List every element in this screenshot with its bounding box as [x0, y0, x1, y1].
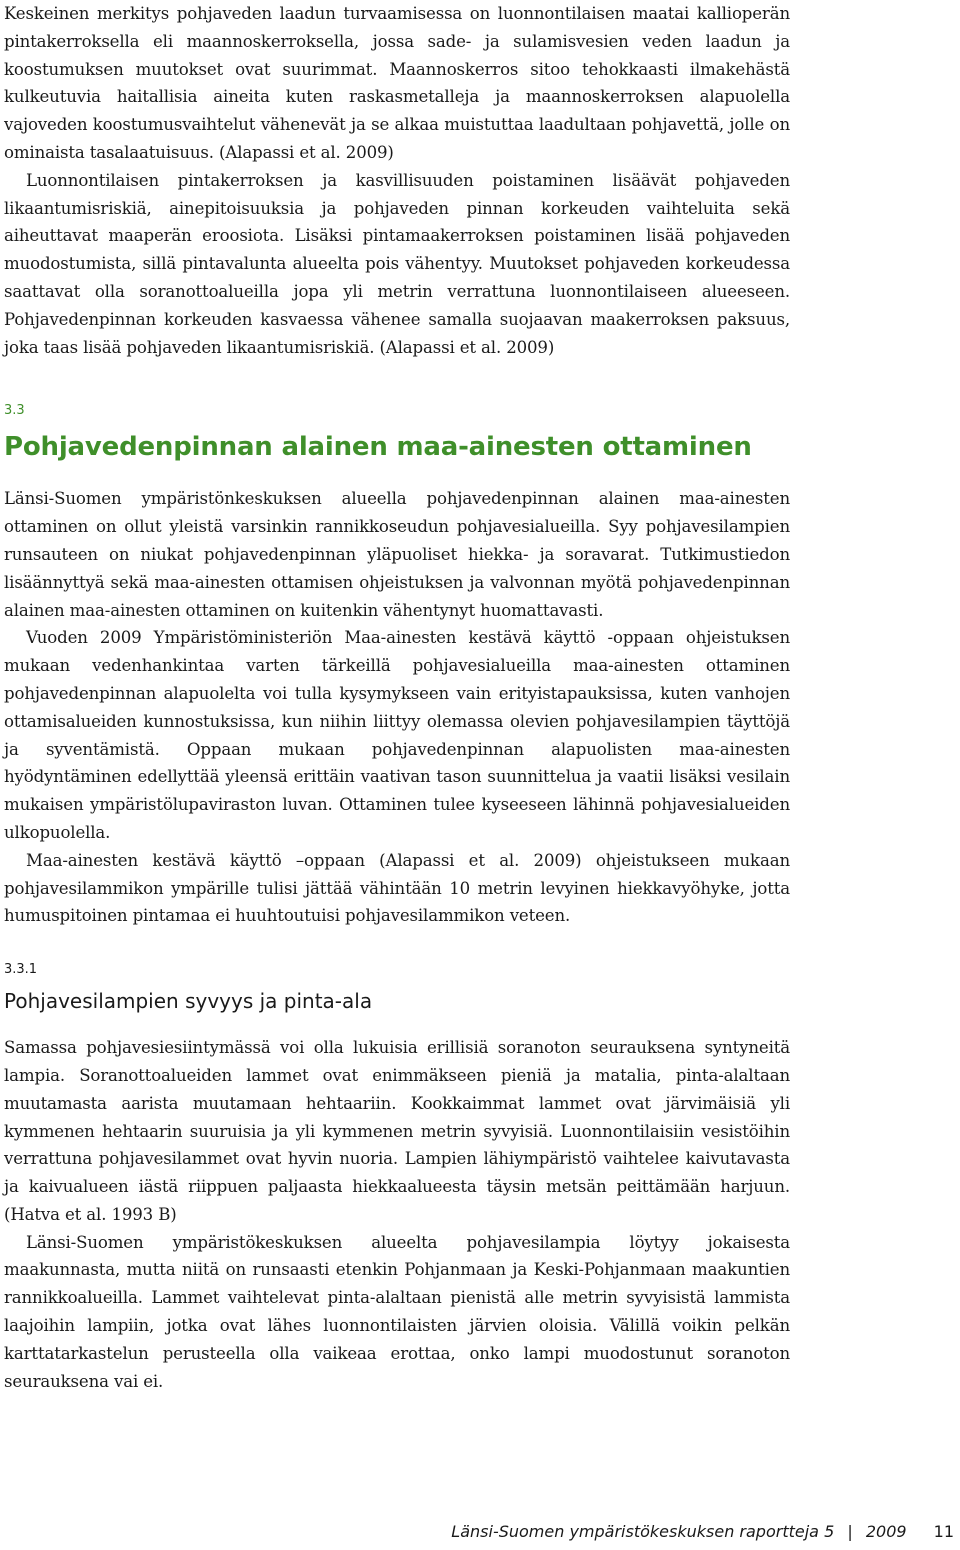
- intro-paragraph-1: Keskeinen merkitys pohjaveden laadun turvaamisessa on luonnontilaisen maatai kallioperän pintakerroksella eli maannoskerroksella, jossa sade- ja sulamisvesien veden laadun ja koostumuksen muutokset ovat suurimmat. Maannoskerros sitoo tehokkaasti ilmakehästä kulkeutuvia haitallisia aineita kuten raskasmetalleja ja maannoskerroksen alapuolella vajoveden koostumusvaihtelut vähenevät ja se alkaa muistuttaa laadultaan pohjavettä, jolle on ominaista tasalaatuisuus. (Alapassi et al. 2009): [4, 4, 790, 162]
- section-title: Pohjavedenpinnan alainen maa-ainesten ottaminen: [4, 432, 752, 463]
- document-page: [4, 0, 790, 1395]
- page-number: 11: [933, 1522, 954, 1541]
- subsection-number: 3.3.1: [4, 962, 38, 978]
- section-paragraph-2: Vuoden 2009 Ympäristöministeriön Maa-ainesten kestävä käyttö -oppaan ohjeistuksen mukaan vedenhankintaa varten tärkeillä pohjavesialueilla maa-ainesten ottaminen pohjavedenpinnan alapuolelta voi tulla kysymykseen vain erityistapauksissa, kuten vanhojen ottamisalueiden kunnostuksissa, kun niihin liittyy olemassa olevien pohjavesilampien täyttöjä ja syventämistä. Oppaan mukaan pohjavedenpinnan alapuolisten maa-ainesten hyödyntäminen edellyttää yleensä erittäin vaativan tason suunnittelua ja vaatii lisäksi vesilain mukaisen ympäristölupaviraston luvan. Ottaminen tulee kyseeseen lähinnä pohjavesialueiden ulkopuolella.: [4, 628, 790, 842]
- section-paragraph-3: Maa-ainesten kestävä käyttö –oppaan (Alapassi et al. 2009) ohjeistukseen mukaan pohjavesilammikon ympärille tulisi jättää vähintään 10 metrin levyinen hiekkavyöhyke, jotta humuspitoinen pintamaa ei huuhtoutuisi pohjavesilammikon veteen.: [4, 850, 790, 926]
- page-footer: [451, 1522, 954, 1541]
- footer-year: 2009: [865, 1522, 907, 1541]
- intro-paragraph-2: Luonnontilaisen pintakerroksen ja kasvillisuuden poistaminen lisäävät pohjaveden likaantumisriskiä, ainepitoisuuksia ja pohjaveden pinnan korkeuden vaihteluita sekä aiheuttavat maaperän eroosiota. Lisäksi pintamaakerroksen poistaminen lisää pohjaveden muodostumista, sillä pintavalunta alueelta pois vähentyy. Muutokset pohjaveden korkeudessa saattavat olla soranottoalueilla jopa yli metrin verrattuna luonnontilaiseen alueeseen. Pohjavedenpinnan korkeuden kasvaessa vähenee samalla suojaavan maakerroksen paksuus, joka taas lisää pohjaveden likaantumisriskiä. (Alapassi et al. 2009): [4, 170, 790, 357]
- subsection-paragraph-1: Samassa pohjavesiesiintymässä voi olla lukuisia erillisiä soranoton seurauksena syntyneitä lampia. Soranottoalueiden lammet ovat enimmäkseen pieniä ja matalia, pinta-alaltaan muutamasta aarista muutamaan hehtaariin. Kookkaimmat lammet ovat järvimäisiä yli kymmenen hehtaarin suuruisia ja yli kymmenen metrin syvyisiä. Luonnontilaisiin vesistöihin verrattuna pohjavesilammet ovat hyvin nuoria. Lampien lähiympäristö vaihtelee kaivutavasta ja kaivualueen iästä riippuen paljaasta hiekkaalueesta täysin metsän peittämään harjuun. (Hatva et al. 1993 B): [4, 1038, 790, 1224]
- subsection-paragraph-2: Länsi-Suomen ympäristökeskuksen alueelta pohjavesilampia löytyy jokaisesta maakunnasta, mutta niitä on runsaasti etenkin Pohjanmaan ja Keski-Pohjanmaan maakuntien rannikkoalueilla. Lammet vaihtelevat pinta-alaltaan pienistä alle metrin syvyisistä lammista laajoihin lampiin, jotka ovat lähes luonnontilaisten järvien oloisia. Välillä voikin pelkän karttatarkastelun perusteella olla vaikeaa erottaa, onko lampi muodostunut soranoton seurauksena vai ei.: [4, 1232, 790, 1391]
- section-paragraph-1: Länsi-Suomen ympäristönkeskuksen alueella pohjavedenpinnan alainen maa-ainesten ottaminen on ollut yleistä varsinkin rannikkoseudun pohjavesialueilla. Syy pohjavesilampien runsauteen on niukat pohjavedenpinnan yläpuoliset hiekka- ja soravarat. Tutkimustiedon lisäännyttyä sekä maa-ainesten ottamisen ohjeistuksen ja valvonnan myötä pohjavedenpinnan alainen maa-ainesten ottaminen on kuitenkin vähentynyt huomattavasti.: [4, 489, 790, 620]
- footer-report-title: Länsi-Suomen ympäristökeskuksen raportteja: [451, 1522, 819, 1541]
- footer-issue: 5: [824, 1522, 835, 1541]
- subsection-title: Pohjavesilampien syvyys ja pinta-ala: [4, 989, 373, 1014]
- section-number: 3.3: [4, 403, 25, 419]
- footer-divider: |: [847, 1522, 853, 1541]
